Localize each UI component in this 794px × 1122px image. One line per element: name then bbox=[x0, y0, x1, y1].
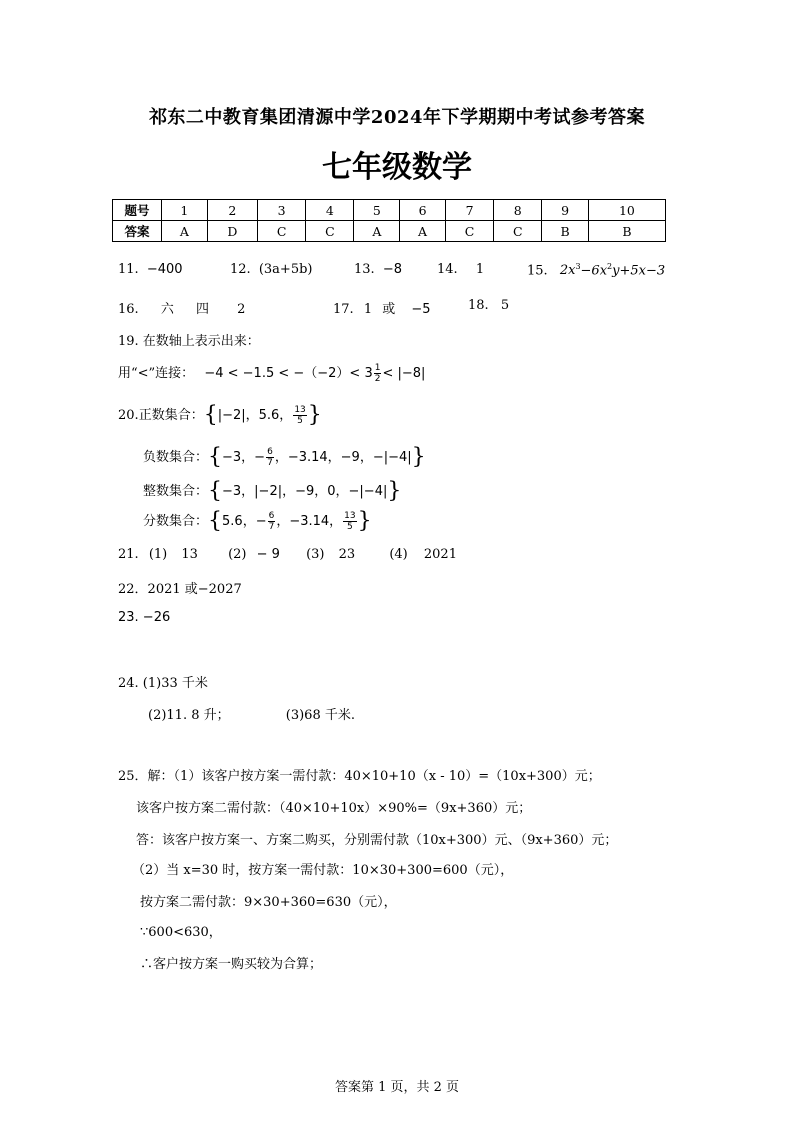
q20-neg-den: 7 bbox=[267, 458, 273, 468]
cell-number: 7 bbox=[445, 200, 493, 221]
q25-line3: 答：该客户按方案一、方案二购买，分别需付款（10x+300）元、（9x+360）元； bbox=[136, 833, 618, 848]
q23: 23. −26 bbox=[118, 610, 171, 625]
q19-expr-a: −4 < −1.5 < −（−2）< 3 bbox=[204, 366, 373, 381]
q21-p4: (4) bbox=[389, 547, 408, 562]
q20-frac-den2: 5 bbox=[347, 522, 353, 532]
q17-label: 17. bbox=[333, 302, 354, 317]
q20-frac-b: ，−3.14， bbox=[276, 514, 343, 529]
q20-frac-a: 5.6，− bbox=[222, 514, 267, 529]
cell-answer: B bbox=[542, 221, 588, 242]
q20-fraction: 分数集合：{5.6，− $\frac{6}{7}$ ，−3.14， $\frac{13}{5}$ } bbox=[143, 508, 372, 534]
q20-neg-label: 负数集合： bbox=[143, 450, 209, 465]
q20-positive: 20.正数集合：{|−2|，5.6， $\frac{13}{5}$ } bbox=[118, 402, 322, 428]
q21-p2: (2) bbox=[228, 547, 247, 562]
q17-a: 1 bbox=[363, 302, 373, 317]
q17-b: −5 bbox=[411, 302, 431, 317]
q20-frac-num2: 13 bbox=[344, 511, 356, 521]
q17-or: 或 bbox=[382, 302, 396, 317]
cell-answer: C bbox=[306, 221, 354, 242]
q21 bbox=[118, 547, 457, 562]
q20-frac-frac2 bbox=[343, 511, 356, 532]
cell-answer: A bbox=[354, 221, 400, 242]
cell-number: 1 bbox=[162, 200, 208, 221]
q16-b: 四 bbox=[195, 302, 209, 317]
row-label-answers: 答案 bbox=[113, 221, 162, 242]
cell-number: 9 bbox=[542, 200, 588, 221]
q16-a: 六 bbox=[160, 302, 174, 317]
q19-prefix: 用“<”连接： bbox=[118, 366, 195, 381]
cell-answer: C bbox=[494, 221, 542, 242]
q13-label: 13. bbox=[354, 262, 375, 277]
cell-answer: D bbox=[207, 221, 257, 242]
q20-pos-label: 正数集合： bbox=[138, 408, 204, 423]
q19-expr-b: < |−8| bbox=[382, 366, 426, 381]
q20-pos-a: |−2|，5.6， bbox=[217, 408, 293, 423]
q11-value: −400 bbox=[146, 262, 183, 277]
cell-answer: C bbox=[258, 221, 306, 242]
q20-label: 20. bbox=[118, 408, 139, 423]
q15-term3: y+5x−3 bbox=[612, 263, 666, 279]
q19-line2 bbox=[118, 362, 425, 384]
cell-answer: A bbox=[162, 221, 208, 242]
q20-frac-frac1 bbox=[268, 511, 276, 532]
q24-part3: (3)68 千米. bbox=[285, 708, 355, 723]
q20-int-a: −3，|−2|，−9，0，−|−4| bbox=[222, 484, 388, 499]
answer-table bbox=[112, 199, 666, 242]
q15-label: 15. bbox=[527, 263, 548, 279]
q18-label: 18. bbox=[468, 298, 489, 313]
q19-frac-num: 1 bbox=[374, 363, 381, 373]
cell-number: 2 bbox=[207, 200, 257, 221]
cell-number: 4 bbox=[306, 200, 354, 221]
q20-negative: 负数集合：{−3，− $\frac{6}{7}$ ，−3.14，−9，−|−4|} bbox=[143, 444, 426, 470]
q21-v1: 13 bbox=[181, 547, 198, 562]
q21-p1: (1) bbox=[148, 547, 168, 562]
cell-number: 8 bbox=[494, 200, 542, 221]
q25-line1: 25．解：（1）该客户按方案一需付款：40×10+10（x - 10）=（10x+300）元； bbox=[118, 769, 601, 784]
subject-title: 七年级数学 bbox=[322, 150, 472, 185]
q25-line5: 按方案二需付款：9×30+360=630（元）， bbox=[140, 895, 397, 910]
table-row-numbers bbox=[113, 200, 666, 221]
q16-c: 2 bbox=[237, 302, 246, 317]
q18-value: 5 bbox=[500, 298, 510, 313]
q20-frac-label: 分数集合： bbox=[143, 514, 209, 529]
q24-line2 bbox=[148, 704, 355, 723]
q14-label: 14. bbox=[437, 262, 458, 277]
q20-neg-b: ，−3.14，−9，−|−4| bbox=[274, 450, 412, 465]
cell-number: 10 bbox=[588, 200, 665, 221]
q21-p3: (3) bbox=[306, 547, 325, 562]
q25-line6: ∵600<630， bbox=[140, 925, 222, 940]
q20-neg-a: −3，− bbox=[222, 450, 266, 465]
q20-integer: 整数集合：{−3，|−2|，−9，0，−|−4|} bbox=[143, 478, 402, 504]
q20-frac-den1: 7 bbox=[268, 522, 275, 532]
q18 bbox=[468, 298, 509, 313]
q20-pos-den: 5 bbox=[297, 416, 303, 426]
q21-v2: − 9 bbox=[256, 547, 280, 562]
q16 bbox=[118, 298, 245, 317]
q20-neg-frac bbox=[266, 447, 274, 468]
q12-label: 12. bbox=[230, 262, 251, 277]
q15-exp1: 3 bbox=[575, 262, 581, 271]
q12-value: (3a+5b) bbox=[258, 262, 313, 277]
q25-line4: （2）当 x=30 时，按方案一需付款：10×30+300=600（元）， bbox=[132, 863, 514, 878]
q14 bbox=[437, 262, 484, 277]
q24-line1: 24. (1)33 千米 bbox=[118, 676, 208, 691]
cell-number: 6 bbox=[400, 200, 446, 221]
q12 bbox=[230, 262, 312, 277]
q25-line7: ∴客户按方案一购买较为合算； bbox=[140, 957, 323, 972]
q19-line1: 19. 在数轴上表示出来： bbox=[118, 334, 260, 349]
q19-fraction bbox=[374, 363, 382, 384]
q11-label: 11. bbox=[118, 262, 139, 277]
q22: 22．2021 或−2027 bbox=[118, 582, 242, 597]
q20-int-label: 整数集合： bbox=[143, 484, 209, 499]
table-row-answers bbox=[113, 221, 666, 242]
row-label-numbers: 题号 bbox=[113, 200, 162, 221]
q15 bbox=[527, 262, 665, 278]
q14-value: 1 bbox=[475, 262, 485, 277]
cell-number: 5 bbox=[354, 200, 400, 221]
q24-part2: (2)11. 8 升； bbox=[148, 708, 230, 723]
page-footer: 答案第 1 页，共 2 页 bbox=[334, 1080, 460, 1095]
q21-label: 21. bbox=[118, 547, 139, 562]
cell-answer: A bbox=[400, 221, 446, 242]
cell-answer: B bbox=[588, 221, 665, 242]
q20-neg-num: 6 bbox=[267, 447, 273, 457]
q21-v3: 23 bbox=[338, 547, 356, 562]
q20-pos-frac bbox=[293, 405, 306, 426]
q16-label: 16. bbox=[118, 302, 139, 317]
q15-term2: −6x bbox=[580, 263, 608, 279]
cell-number: 3 bbox=[258, 200, 306, 221]
q13 bbox=[354, 262, 402, 277]
cell-answer: C bbox=[445, 221, 493, 242]
q15-term1: 2x bbox=[559, 263, 576, 279]
q20-frac-num1: 6 bbox=[268, 511, 275, 521]
q11 bbox=[118, 262, 183, 277]
q20-pos-num: 13 bbox=[294, 405, 306, 415]
q17 bbox=[333, 298, 431, 317]
q13-value: −8 bbox=[382, 262, 402, 277]
q21-v4: 2021 bbox=[423, 547, 457, 562]
document-title: 祁东二中教育集团清源中学2024年下学期期中考试参考答案 bbox=[148, 107, 646, 128]
q19-frac-den: 2 bbox=[374, 374, 381, 384]
q15-exp2: 2 bbox=[607, 262, 613, 271]
q25-line2: 该客户按方案二需付款：（40×10+10x）×90%=（9x+360）元； bbox=[136, 801, 532, 816]
